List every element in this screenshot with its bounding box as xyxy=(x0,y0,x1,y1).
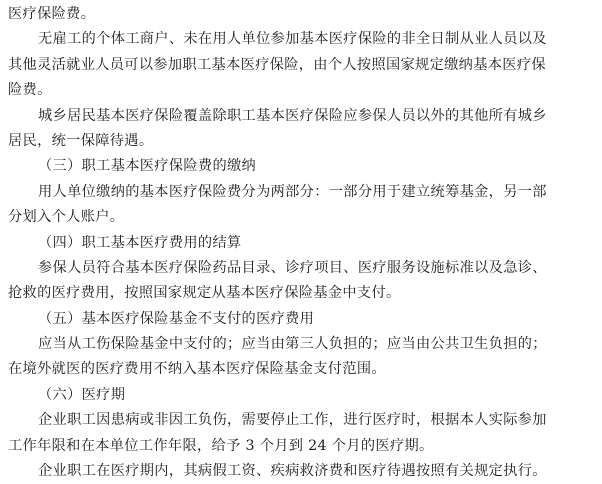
paragraph-first-line: 用人单位缴纳的基本医疗保险费分为两部分：一部分用于建立统筹基金，另一部 xyxy=(38,183,547,200)
section-heading-3: （三）职工基本医疗保险费的缴纳 xyxy=(38,158,257,175)
text-line: 抢救的医疗费用，按照国家规定从基本医疗保险基金中支付。 xyxy=(8,285,401,302)
text-line: 居民，统一保障待遇。 xyxy=(8,132,154,149)
document-page xyxy=(8,2,598,484)
text-line: 分划入个人账户。 xyxy=(8,209,125,226)
paragraph-first-line: 城乡居民基本医疗保险覆盖除职工基本医疗保险应参保人员以外的其他所有城乡 xyxy=(38,107,547,124)
text-line: 工作年限和在本单位工作年限，给予 3 个月到 24 个月的医疗期。 xyxy=(8,437,434,454)
paragraph-first-line: 参保人员符合基本医疗保险药品目录、诊疗项目、医疗服务设施标准以及急诊、 xyxy=(38,259,547,276)
paragraph-first-line: 企业职工在医疗期内，其病假工资、疾病救济费和医疗待遇按照有关规定执行。 xyxy=(38,463,547,480)
section-heading-4: （四）职工基本医疗费用的结算 xyxy=(38,234,242,251)
section-heading-5: （五）基本医疗保险基金不支付的医疗费用 xyxy=(38,310,315,327)
text-line: 其他灵活就业人员可以参加职工基本医疗保险，由个人按照国家规定缴纳基本医疗保 xyxy=(8,56,546,73)
paragraph-first-line: 应当从工伤保险基金中支付的；应当由第三人负担的；应当由公共卫生负担的； xyxy=(38,336,547,353)
section-heading-6: （六）医疗期 xyxy=(38,386,126,403)
paragraph-first-line: 企业职工因患病或非因工负伤，需要停止工作，进行医疗时，根据本人实际参加 xyxy=(38,412,547,429)
text-line: 险费。 xyxy=(8,82,52,99)
text-line: 医疗保险费。 xyxy=(8,6,96,22)
text-line: 在境外就医的医疗费用不纳入基本医疗保险基金支付范围。 xyxy=(8,361,386,378)
paragraph-first-line: 无雇工的个体工商户、未在用人单位参加基本医疗保险的非全日制从业人员以及 xyxy=(38,31,547,48)
